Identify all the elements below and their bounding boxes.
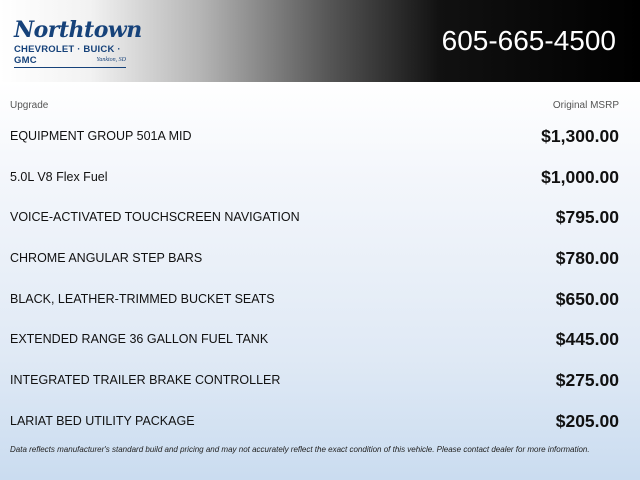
upgrade-price: $205.00 — [555, 410, 619, 431]
list-item — [0, 279, 640, 320]
list-item — [0, 401, 640, 442]
upgrade-name: VOICE-ACTIVATED TOUCHSCREEN NAVIGATION — [10, 210, 300, 225]
upgrade-price: $795.00 — [555, 207, 619, 228]
upgrade-name: EXTENDED RANGE 36 GALLON FUEL TANK — [10, 332, 269, 347]
upgrade-price: $445.00 — [555, 329, 619, 350]
dealer-phone: 605-665-4500 — [441, 25, 616, 56]
logo-location: Yankton, SD — [96, 57, 126, 63]
list-item — [0, 360, 640, 401]
upgrade-list — [0, 116, 640, 442]
disclaimer-text: Data reflects manufacturer's standard build and pricing and may not accurately reflect the exact condition of this vehicle. Please contact dealer for more information. — [10, 445, 590, 454]
list-item — [0, 116, 640, 157]
upgrade-name: BLACK, LEATHER-TRIMMED BUCKET SEATS — [10, 291, 275, 306]
upgrade-name: LARIAT BED UTILITY PACKAGE — [10, 413, 195, 428]
upgrade-price: $1,300.00 — [541, 126, 619, 146]
list-item — [0, 319, 640, 360]
upgrade-price: $650.00 — [555, 288, 619, 309]
column-header-msrp: Original MSRP — [552, 100, 619, 111]
upgrade-price: $780.00 — [555, 248, 619, 269]
list-item — [0, 238, 640, 279]
list-item — [0, 157, 640, 198]
logo-dealer-name: Northtown — [14, 17, 142, 43]
column-header-upgrade: Upgrade — [10, 100, 49, 111]
dealer-logo — [14, 17, 142, 66]
upgrade-name: 5.0L V8 Flex Fuel — [10, 169, 108, 184]
upgrade-price: $275.00 — [555, 370, 619, 391]
header-banner — [0, 0, 640, 82]
upgrade-name: INTEGRATED TRAILER BRAKE CONTROLLER — [10, 373, 281, 388]
list-item — [0, 197, 640, 238]
upgrade-name: EQUIPMENT GROUP 501A MID — [10, 129, 192, 143]
upgrade-name: CHROME ANGULAR STEP BARS — [10, 251, 203, 266]
logo-brands: CHEVROLET · BUICK · GMC — [14, 44, 126, 68]
upgrade-price: $1,000.00 — [541, 166, 619, 187]
